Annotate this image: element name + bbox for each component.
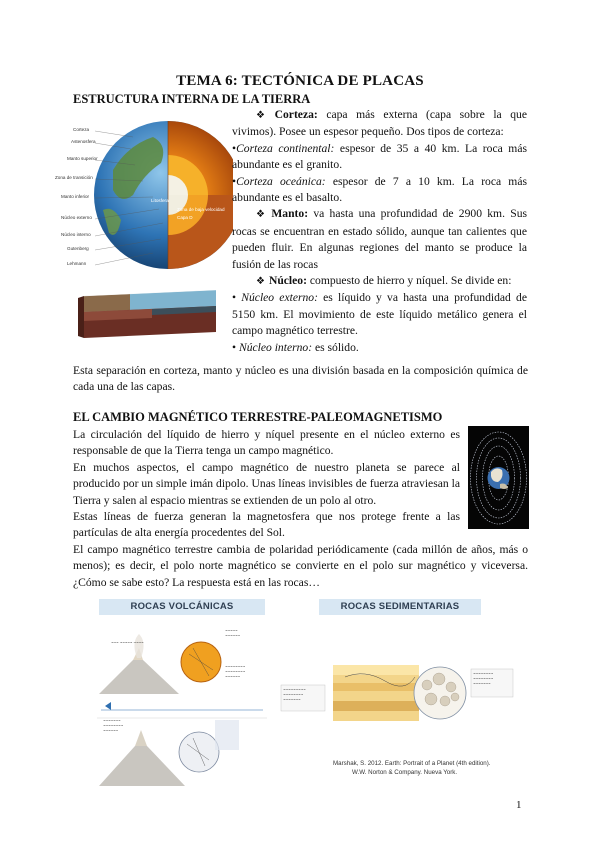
continental-text: espesor de 35 a 40 km. La roca más abundante es el granito. — [232, 141, 527, 172]
label-zona-transicion: Zona de transición — [55, 175, 93, 180]
crust-block-image — [72, 288, 218, 340]
diamond-bullet-icon: ❖ — [256, 276, 265, 288]
diamond-bullet-icon: ❖ — [256, 209, 268, 221]
summary-paragraph: Esta separación en corteza, manto y núcleo es una división basada en la composición química de cada una de las capas. — [73, 364, 528, 394]
page-number: 1 — [516, 799, 522, 811]
sedimentary-diagram — [275, 655, 515, 731]
manto-text: va hasta una profundidad de 2900 km. Sus rocas se encuentran en estado sólido, aunque tan calientes que pueden fluir. En algunas regiones del manto se produce la fusión de las rocas — [232, 207, 528, 271]
paleomagnetism-text-block — [73, 427, 460, 542]
nucleo-externo-item: • Núcleo externo: es líquido y va hasta una profundidad de 5150 km. El movimiento de este líquido metálico genera el campo magnético terrestre. — [232, 291, 527, 338]
label-manto-superior: Manto superior — [67, 156, 98, 161]
corteza-continental-item: •Corteza continental: espesor de 35 a 40 km. La roca más abundante es el granito. — [232, 141, 527, 172]
volcanic-rocks-figure — [97, 618, 267, 788]
crust-block-diagram — [72, 288, 218, 340]
label-gutenberg: Gutenberg — [67, 246, 89, 251]
nucleo-externo-text: es líquido y va hasta una profundidad de 5150 km. El movimiento de este líquido metálico genera el campo magnético terrestre. — [232, 291, 527, 338]
manto-label: Manto: — [271, 207, 309, 221]
label-corteza: Corteza — [73, 127, 90, 132]
page-title: TEMA 6: TECTÓNICA DE PLACAS — [176, 73, 424, 89]
label-nucleo-interno: Núcleo interno — [61, 232, 91, 237]
corteza-text: capa más externa (capa sobre la que vivimos). Posee un espesor pequeño. Dos tipos de corteza: — [232, 108, 527, 139]
label-capa-d: Capa D — [177, 215, 193, 220]
paleo-paragraph-2: En muchos aspectos, el campo magnético de nuestro planeta se parece al producido por un simple imán dipolo. Unas líneas invisibles de fuerza atraviesan la Tierra y salen al espacio mientras se extienden de un polo al otro. — [73, 460, 460, 507]
nucleo-label: Núcleo: — [268, 274, 307, 288]
diamond-bullet-icon: ❖ — [256, 110, 271, 121]
label-zona-baja-velocidad: Zona de baja velocidad — [177, 207, 225, 212]
section-heading-paleomagnetism: EL CAMBIO MAGNÉTICO TERRESTRE-PALEOMAGNETISMO — [73, 410, 443, 424]
oceanica-text: espesor de 7 a 10 km. La roca más abundante es el basalto. — [232, 174, 527, 205]
paleo-paragraph-4: El campo magnético terrestre cambia de polaridad periódicamente (cada millón de años, más o menos); es decir, el polo norte magnético se convierte en el polo sur magnético y viceversa. ¿Cómo se sabe esto? La respuesta está en las rocas… — [73, 543, 528, 589]
nucleo-interno-text: es sólido. — [314, 340, 359, 354]
label-lehmann: Lehmann — [67, 261, 87, 266]
section-heading-structure: ESTRUCTURA INTERNA DE LA TIERRA — [73, 92, 311, 106]
volcanic-rocks-banner: ROCAS VOLCÁNICAS — [99, 599, 265, 615]
continental-label: Corteza continental: — [236, 141, 335, 155]
nucleo-interno-label: Núcleo interno: — [238, 340, 313, 354]
nucleo-paragraph — [232, 273, 527, 290]
manto-paragraph — [232, 206, 527, 273]
nucleo-externo-label: Núcleo externo: — [241, 291, 318, 305]
figure-citation-line-2: W.W. Norton & Company. Nueva York. — [352, 769, 458, 776]
sedimentary-note-1: ~~~~~~~~~ ~~~~~~~~ ~~~~~~~ — [283, 687, 306, 702]
corteza-oceanica-item: •Corteza oceánica: espesor de 7 a 10 km. La roca más abundante es el basalto. — [232, 174, 527, 205]
corteza-label: Corteza: — [274, 108, 318, 121]
label-astenosfera: Astenosfera — [71, 139, 96, 144]
volcanic-note-1: ~~~ ~~~~~ ~~~~ — [111, 640, 144, 645]
sedimentary-rocks-figure — [275, 655, 515, 731]
nucleo-text: compuesto de hierro y níquel. Se divide en: — [309, 274, 512, 288]
label-manto-inferior: Manto inferior — [61, 194, 90, 199]
nucleo-interno-item: • Núcleo interno: es sólido. — [232, 340, 359, 354]
label-nucleo-externo: Núcleo externo — [61, 215, 92, 220]
figure-citation-line-1: Marshak, S. 2012. Earth: Portrait of a Planet (4th edition). — [333, 760, 491, 767]
oceanica-label: Corteza oceánica: — [236, 174, 326, 188]
magnetic-field-image — [468, 426, 529, 529]
sedimentary-note-2: ~~~~~~~~ ~~~~~~~~ ~~~~~~~ — [473, 671, 494, 686]
structure-description — [232, 107, 527, 356]
earth-structure-figure — [55, 115, 233, 280]
corteza-paragraph — [232, 107, 527, 141]
volcanic-note-2: ~~~~~ ~~~~~~ — [225, 628, 241, 638]
sedimentary-rocks-banner: ROCAS SEDIMENTARIAS — [319, 599, 481, 615]
paleo-paragraph-1: La circulación del líquido de hierro y níquel presente en el núcleo externo es responsable de que la Tierra tenga un campo magnético. — [73, 428, 460, 458]
magnetosphere-illustration — [468, 426, 529, 529]
volcanic-note-4: ~~~~~~~ ~~~~~~~~ ~~~~~~ — [103, 718, 124, 733]
volcanic-note-3: ~~~~~~~~ ~~~~~~~~ ~~~~~~ — [225, 664, 246, 679]
paleo-paragraph-3: Estas líneas de fuerza generan la magnetosfera que nos protege frente a las partículas de alta energía procedentes del Sol. — [73, 510, 460, 540]
label-litosfera: Litosfera — [151, 198, 169, 203]
